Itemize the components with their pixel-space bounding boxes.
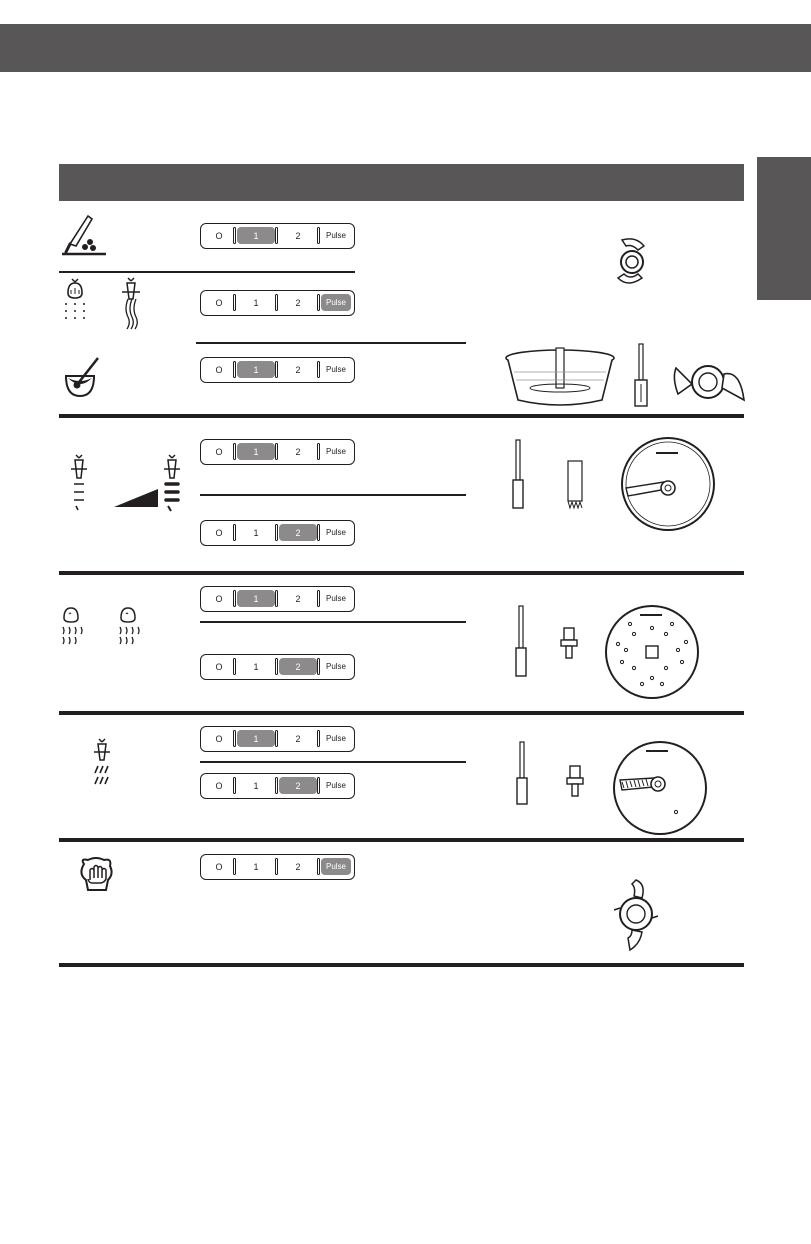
speed-1-label: 1 — [253, 297, 259, 308]
speed-2-label: 2 — [279, 524, 317, 541]
dough-blade-icon — [614, 878, 660, 952]
speed-1-label: 1 — [253, 661, 259, 672]
julienne-disc-icon — [612, 740, 708, 836]
speed-off-label: O — [215, 446, 223, 457]
speed-pulse-label: Pulse — [325, 528, 346, 537]
speed-pulse-label: Pulse — [325, 781, 346, 790]
row-divider — [200, 761, 466, 763]
row-divider — [59, 271, 355, 273]
dough-blade-icon — [670, 360, 746, 406]
julienne-icon — [92, 738, 122, 796]
speed-1-label: 1 — [237, 590, 275, 607]
speed-2-label: 2 — [295, 733, 301, 744]
speed-control-chop — [200, 223, 355, 249]
speed-2-label: 2 — [295, 364, 301, 375]
mix-icon — [62, 356, 102, 400]
speed-2-label: 2 — [295, 297, 301, 308]
speed-pulse-label: Pulse — [325, 662, 346, 671]
speed-1-label: 1 — [237, 361, 275, 378]
speed-control-slice-1 — [200, 439, 355, 465]
speed-1-label: 1 — [237, 443, 275, 460]
speed-control-mix — [200, 357, 355, 383]
speed-off-label: O — [215, 661, 223, 672]
speed-off-label: O — [215, 364, 223, 375]
speed-1-label: 1 — [237, 227, 275, 244]
stem-adapter-icon — [634, 344, 648, 408]
section-divider — [59, 838, 744, 842]
speed-pulse-label: Pulse — [325, 734, 346, 743]
speed-control-julienne-1 — [200, 726, 355, 752]
row-divider — [200, 494, 466, 496]
row-divider — [200, 621, 466, 623]
shred-icon — [60, 606, 144, 650]
speed-pulse-label: Pulse — [321, 294, 351, 311]
speed-2-label: 2 — [295, 230, 301, 241]
speed-1-label: 1 — [253, 780, 259, 791]
speed-2-label: 2 — [279, 777, 317, 794]
speed-off-label: O — [215, 297, 223, 308]
section-divider — [59, 711, 744, 715]
speed-pulse-label: Pulse — [321, 858, 351, 875]
section-divider — [59, 414, 744, 418]
chop-icon — [60, 214, 110, 256]
table-header-bar — [59, 164, 744, 201]
mince-icon — [62, 278, 142, 330]
speed-1-label: 1 — [237, 730, 275, 747]
speed-off-label: O — [215, 861, 223, 872]
section-divider — [59, 571, 744, 575]
stem-adapter-icon — [512, 440, 524, 510]
knead-icon — [78, 858, 116, 892]
slicing-disc-icon — [620, 436, 716, 532]
speed-control-shred-2 — [200, 654, 355, 680]
speed-control-knead — [200, 854, 355, 880]
drive-adapter-icon — [566, 766, 584, 798]
speed-2-label: 2 — [295, 861, 301, 872]
speed-pulse-label: Pulse — [325, 231, 346, 240]
slice-thickness-icon — [62, 455, 192, 513]
row-divider — [196, 342, 466, 344]
section-divider — [59, 963, 744, 967]
speed-2-label: 2 — [279, 658, 317, 675]
mini-blade-icon — [612, 236, 654, 288]
section-tab — [757, 157, 811, 300]
speed-pulse-label: Pulse — [325, 594, 346, 603]
speed-off-label: O — [215, 780, 223, 791]
header-band — [0, 24, 811, 72]
speed-control-mince — [200, 290, 355, 316]
speed-2-label: 2 — [295, 446, 301, 457]
speed-off-label: O — [215, 593, 223, 604]
speed-control-shred-1 — [200, 586, 355, 612]
speed-off-label: O — [215, 527, 223, 538]
speed-2-label: 2 — [295, 593, 301, 604]
speed-pulse-label: Pulse — [325, 365, 346, 374]
speed-1-label: 1 — [253, 861, 259, 872]
speed-off-label: O — [215, 230, 223, 241]
drive-adapter-icon — [560, 628, 578, 660]
speed-control-slice-2 — [200, 520, 355, 546]
slicing-blade-icon — [567, 460, 583, 512]
speed-1-label: 1 — [253, 527, 259, 538]
speed-control-julienne-2 — [200, 773, 355, 799]
stem-adapter-icon — [515, 606, 527, 678]
stem-adapter-icon — [516, 742, 528, 806]
speed-pulse-label: Pulse — [325, 447, 346, 456]
work-bowl-icon — [504, 346, 616, 408]
speed-off-label: O — [215, 733, 223, 744]
shredding-disc-icon — [604, 604, 700, 700]
